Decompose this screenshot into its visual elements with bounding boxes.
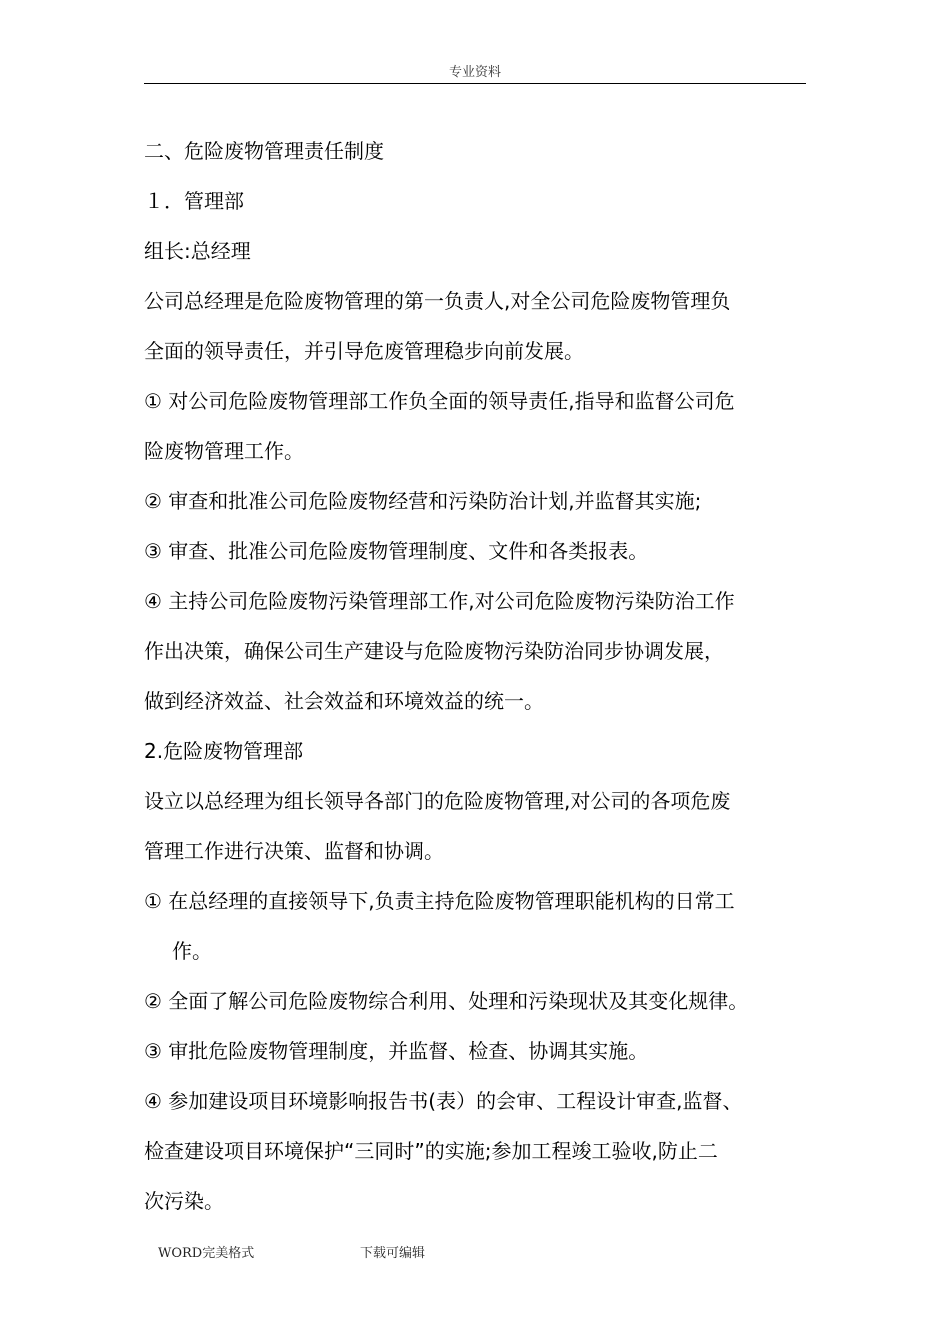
paragraph-line: 公司总经理是危险废物管理的第一负责人,对全公司危险废物管理负	[144, 289, 731, 313]
paragraph-line: 组长:总经理	[144, 239, 251, 263]
footer-left-text: WORD完美格式	[158, 1246, 255, 1261]
list-item-line: 险废物管理工作。	[144, 439, 304, 463]
list-item-line: 次污染。	[144, 1189, 224, 1213]
subsection-heading: 2.危险废物管理部	[144, 739, 304, 763]
paragraph-line: 管理工作进行决策、监督和协调。	[144, 839, 444, 863]
list-item-line: ① 对公司危险废物管理部工作负全面的领导责任,指导和监督公司危	[144, 389, 735, 413]
section-heading: 二、危险废物管理责任制度	[144, 139, 384, 163]
header-divider	[144, 83, 806, 84]
footer-right-text: 下载可编辑	[360, 1246, 426, 1261]
list-item-line: 作出决策，确保公司生产建设与危险废物污染防治同步协调发展，	[144, 639, 724, 663]
list-item-line: 做到经济效益、社会效益和环境效益的统一。	[144, 689, 544, 713]
list-item-line: ③ 审批危险废物管理制度，并监督、检查、协调其实施。	[144, 1039, 649, 1063]
page-header: 专业资料	[448, 65, 501, 80]
list-item-line: ② 全面了解公司危险废物综合利用、处理和污染现状及其变化规律。	[144, 989, 749, 1013]
list-item-line: ④ 主持公司危险废物污染管理部工作,对公司危险废物污染防治工作	[144, 589, 735, 613]
list-item-line: 检查建设项目环境保护“三同时”的实施;参加工程竣工验收,防止二	[144, 1139, 718, 1163]
paragraph-line: 设立以总经理为组长领导各部门的危险废物管理,对公司的各项危废	[144, 789, 731, 813]
list-item-line: 作。	[172, 939, 212, 963]
list-item-line: ① 在总经理的直接领导下,负责主持危险废物管理职能机构的日常工	[144, 889, 735, 913]
list-item-line: ② 审查和批准公司危险废物经营和污染防治计划,并监督其实施;	[144, 489, 702, 513]
subsection-heading: １．管理部	[144, 189, 244, 213]
list-item-line: ④ 参加建设项目环境影响报告书(表）的会审、工程设计审查,监督、	[144, 1089, 743, 1113]
paragraph-line: 全面的领导责任，并引导危废管理稳步向前发展。	[144, 339, 584, 363]
list-item-line: ③ 审查、批准公司危险废物管理制度、文件和各类报表。	[144, 539, 649, 563]
document-body	[144, 126, 820, 1226]
